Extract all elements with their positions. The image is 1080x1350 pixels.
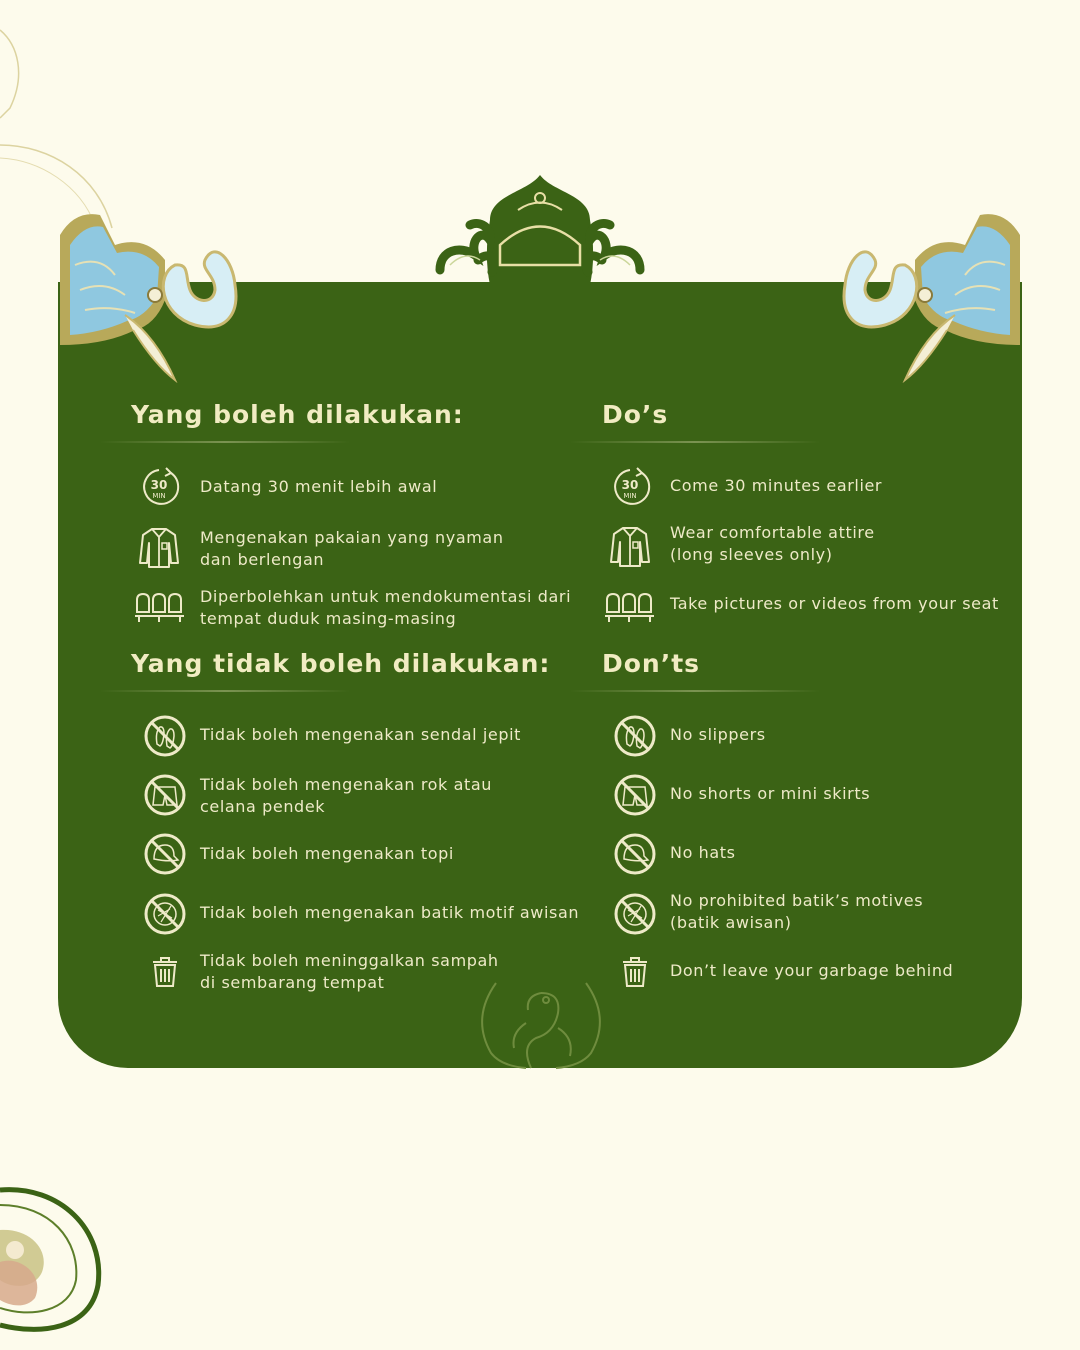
donts-en-title: Don’ts [602, 649, 701, 678]
donts-id-item-1 [200, 724, 521, 746]
item-text-line: Tidak boleh mengenakan sendal jepit [200, 725, 522, 744]
item-text-line: Mengenakan pakaian yang nyaman [200, 528, 504, 547]
donts-en-item-4 [670, 890, 923, 934]
item-text-line: Tidak boleh mengenakan topi [200, 844, 454, 863]
trash-icon [143, 950, 187, 994]
dos-en-item-2 [670, 522, 875, 566]
dos-id-item-1 [200, 476, 437, 498]
no-batik-icon [613, 892, 657, 936]
dos-id-item-3 [200, 586, 571, 630]
donts-en-item-3 [670, 842, 736, 864]
donts-id-item-5 [200, 950, 499, 994]
no-shorts-icon [613, 773, 657, 817]
donts-en-item-1 [670, 724, 766, 746]
clock-badge-unit: MIN [152, 492, 166, 500]
elephant-ornament-left [55, 205, 255, 405]
crown-ornament [420, 150, 660, 290]
item-text-line: (long sleeves only) [670, 545, 833, 564]
elephant-ornament-right [825, 205, 1025, 405]
item-text-line: No slippers [670, 725, 766, 744]
long-sleeve-shirt-icon [137, 525, 181, 569]
clock-badge-number: 30 [621, 478, 639, 492]
item-text-line: Come 30 minutes earlier [670, 476, 883, 495]
donts-en-title-divider [570, 690, 820, 692]
no-batik-icon [143, 892, 187, 936]
dos-en-item-3 [670, 593, 999, 615]
item-text-line: celana pendek [200, 797, 326, 816]
seats-icon [134, 584, 186, 628]
item-text-line: Tidak boleh meninggalkan sampah [200, 951, 499, 970]
donts-id-item-2 [200, 774, 492, 818]
item-text-line: Diperbolehkan untuk mendokumentasi dari [200, 587, 572, 606]
donts-id-title: Yang tidak boleh dilakukan: [131, 649, 551, 678]
donts-en-item-5 [670, 960, 953, 982]
item-text-line: No hats [670, 843, 736, 862]
dos-id-title: Yang boleh dilakukan: [131, 400, 464, 429]
dos-id-title-divider [100, 441, 350, 443]
item-text-line: di sembarang tempat [200, 973, 385, 992]
trash-icon [613, 950, 657, 994]
clock-badge-number: 30 [150, 478, 168, 492]
donts-id-item-4 [200, 902, 579, 924]
item-text-line: Wear comfortable attire [670, 523, 875, 542]
dos-id-item-2 [200, 527, 504, 571]
item-text-line: Tidak boleh mengenakan batik motif awisan [200, 903, 580, 922]
donts-id-item-3 [200, 843, 454, 865]
item-text-line: Datang 30 menit lebih awal [200, 477, 438, 496]
item-text-line: Tidak boleh mengenakan rok atau [200, 775, 493, 794]
donts-id-title-divider [100, 690, 350, 692]
seats-icon [604, 584, 656, 628]
clock-badge-unit: MIN [623, 492, 637, 500]
no-slippers-icon [143, 714, 187, 758]
dos-en-item-1 [670, 475, 882, 497]
dos-en-title-divider [570, 441, 820, 443]
dos-en-title: Do’s [602, 400, 669, 429]
no-shorts-icon [143, 773, 187, 817]
item-text-line: dan berlengan [200, 550, 325, 569]
item-text-line: (batik awisan) [670, 913, 792, 932]
item-text-line: Don’t leave your garbage behind [670, 961, 954, 980]
item-text-line: tempat duduk masing-masing [200, 609, 457, 628]
donts-en-item-2 [670, 783, 870, 805]
clock-30-min-icon [137, 465, 181, 509]
clock-30-min-icon [608, 465, 652, 509]
item-text-line: Take pictures or videos from your seat [670, 594, 999, 613]
item-text-line: No prohibited batik’s motives [670, 891, 924, 910]
no-hat-icon [143, 832, 187, 876]
item-text-line: No shorts or mini skirts [670, 784, 871, 803]
long-sleeve-shirt-icon [608, 524, 652, 568]
no-hat-icon [613, 832, 657, 876]
no-slippers-icon [613, 714, 657, 758]
